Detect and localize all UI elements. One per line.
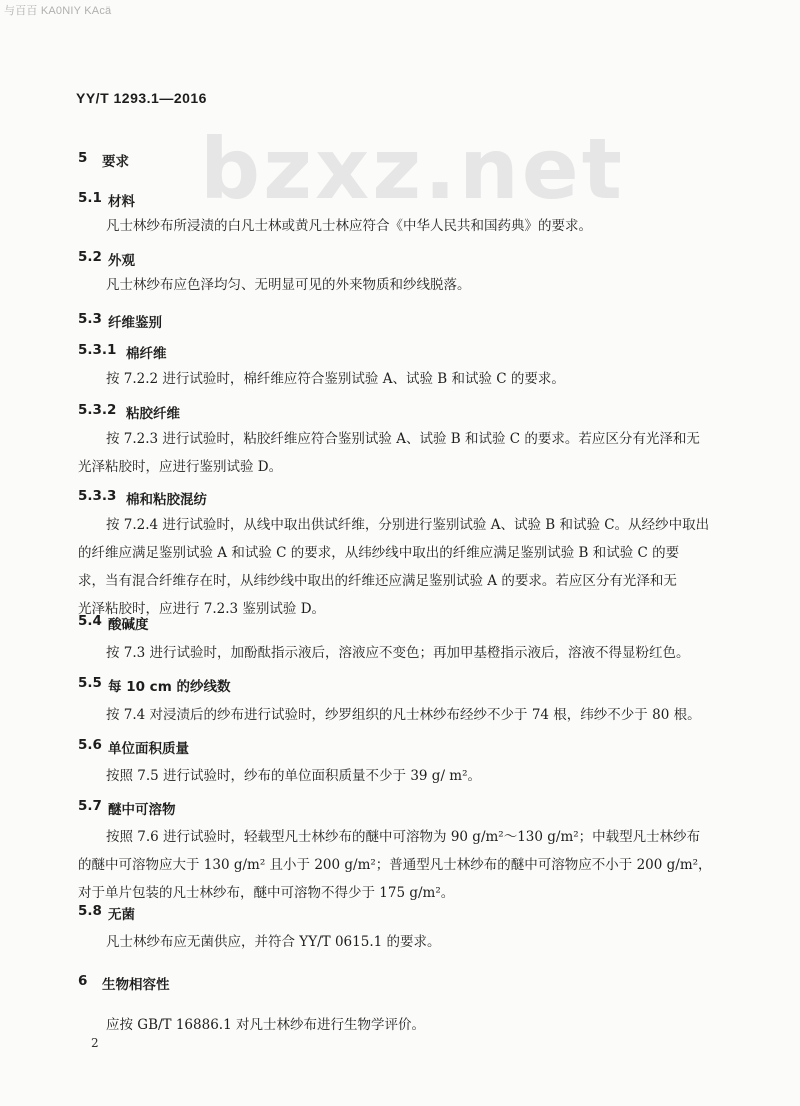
section-number: 5.2 [78, 249, 102, 265]
paragraph [78, 511, 718, 623]
section-number: 5.1 [78, 190, 102, 206]
paragraph-line: 按 7.2.4 进行试验时，从线中取出供试纤维，分别进行鉴别试验 A、试验 B 和试验 C。从经纱中取出 [106, 517, 710, 533]
paragraph-line: 光泽粘胶时，应进行 7.2.3 鉴别试验 D。 [78, 601, 326, 617]
section-title: 酸碱度 [108, 617, 149, 633]
paragraph [78, 639, 718, 667]
paragraph-line: 应按 GB/T 16886.1 对凡士林纱布进行生物学评价。 [106, 1017, 425, 1033]
section-heading [78, 903, 135, 923]
page-number: 2 [91, 1036, 99, 1050]
section-title: 棉纤维 [126, 346, 167, 362]
section-number: 5.8 [78, 903, 102, 919]
paragraph [78, 928, 718, 956]
paragraph-line: 按 7.3 进行试验时，加酚酞指示液后，溶液应不变色；再加甲基橙指示液后，溶液不得显粉红色。 [106, 645, 690, 661]
section-number: 5.6 [78, 737, 102, 753]
paragraph [78, 701, 718, 729]
section-heading [78, 150, 129, 170]
section-heading [78, 737, 189, 757]
section-heading [78, 973, 170, 993]
paragraph-line: 按 7.2.2 进行试验时，棉纤维应符合鉴别试验 A、试验 B 和试验 C 的要求。 [106, 371, 565, 387]
paragraph-line: 的纤维应满足鉴别试验 A 和试验 C 的要求，从纬纱线中取出的纤维应满足鉴别试验 B 和试验 C 的要 [78, 545, 680, 561]
paragraph [78, 823, 718, 907]
section-title: 单位面积质量 [108, 741, 189, 757]
section-title: 无菌 [108, 907, 135, 923]
section-number: 5.5 [78, 675, 102, 691]
standard-code: YY/T 1293.1—2016 [76, 90, 207, 106]
section-heading [78, 311, 162, 331]
section-title: 材料 [108, 194, 135, 210]
section-title: 醚中可溶物 [108, 802, 176, 818]
paragraph [78, 425, 718, 481]
section-title: 外观 [108, 253, 135, 269]
section-number: 5 [78, 150, 88, 166]
paragraph-line: 按照 7.6 进行试验时，轻载型凡士林纱布的醚中可溶物为 90 g/m²～130 g/m²；中载型凡士林纱布 [106, 829, 701, 845]
section-title: 每 10 cm 的纱线数 [108, 679, 231, 695]
paragraph [78, 762, 718, 790]
section-heading [78, 613, 149, 633]
section-number: 5.3.3 [78, 488, 117, 504]
section-title: 纤维鉴别 [108, 315, 162, 331]
section-heading [78, 342, 167, 362]
section-heading [78, 402, 180, 422]
section-number: 5.3 [78, 311, 102, 327]
watermark: bzxz.net [200, 120, 625, 218]
paragraph-line: 按照 7.5 进行试验时，纱布的单位面积质量不少于 39 g/ m²。 [106, 768, 482, 784]
paragraph-line: 凡士林纱布所浸渍的白凡士林或黄凡士林应符合《中华人民共和国药典》的要求。 [106, 218, 592, 234]
section-heading [78, 675, 231, 695]
section-number: 5.7 [78, 798, 102, 814]
paragraph [78, 271, 718, 299]
section-heading [78, 488, 207, 508]
paragraph [78, 365, 718, 393]
section-heading [78, 798, 176, 818]
paragraph-line: 求，当有混合纤维存在时，从纬纱线中取出的纤维还应满足鉴别试验 A 的要求。若应区分有光泽和无 [78, 573, 677, 589]
paragraph-line: 光泽粘胶时，应进行鉴别试验 D。 [78, 459, 283, 475]
paragraph [78, 1011, 718, 1039]
section-heading [78, 190, 135, 210]
section-number: 5.3.1 [78, 342, 117, 358]
corner-mark: 与百百 KA0NIY KAcä [4, 5, 112, 17]
paragraph-line: 凡士林纱布应色泽均匀、无明显可见的外来物质和纱线脱落。 [106, 277, 471, 293]
section-number: 5.4 [78, 613, 102, 629]
paragraph-line: 按 7.4 对浸渍后的纱布进行试验时，纱罗组织的凡士林纱布经纱不少于 74 根，纬纱不少于 80 根。 [106, 707, 701, 723]
paragraph-line: 对于单片包装的凡士林纱布，醚中可溶物不得少于 175 g/m²。 [78, 885, 455, 901]
section-title: 要求 [102, 154, 129, 170]
section-number: 5.3.2 [78, 402, 117, 418]
section-number: 6 [78, 973, 88, 989]
section-title: 棉和粘胶混纺 [126, 492, 207, 508]
paragraph-line: 的醚中可溶物应大于 130 g/m² 且小于 200 g/m²；普通型凡士林纱布的醚中可溶物应不小于 200 g/m²， [78, 857, 712, 873]
section-title: 粘胶纤维 [126, 406, 180, 422]
paragraph-line: 凡士林纱布应无菌供应，并符合 YY/T 0615.1 的要求。 [106, 934, 441, 950]
paragraph-line: 按 7.2.3 进行试验时，粘胶纤维应符合鉴别试验 A、试验 B 和试验 C 的要求。若应区分有光泽和无 [106, 431, 700, 447]
paragraph [78, 212, 718, 240]
section-heading [78, 249, 135, 269]
section-title: 生物相容性 [102, 977, 170, 993]
